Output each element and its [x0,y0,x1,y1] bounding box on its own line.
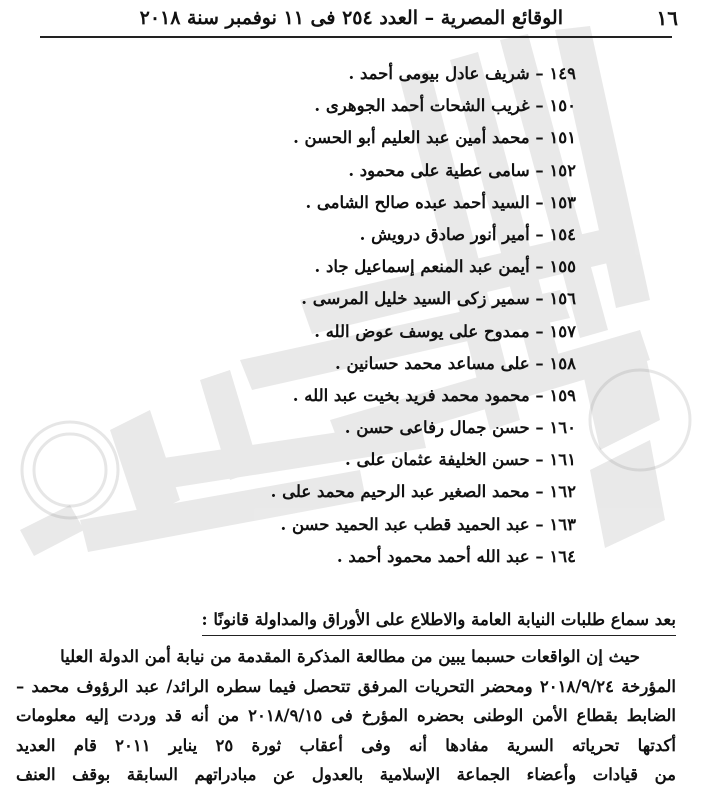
list-item: ١٥٣ – السيد أحمد عبده صالح الشامى . [305,192,576,212]
item-name: عبد الحميد قطب عبد الحميد حسن . [280,514,530,534]
list-item: ١٥٧ – ممدوح على يوسف عوض الله . [314,321,576,341]
item-name: على مساعد محمد حسانين . [335,353,530,373]
item-name: ممدوح على يوسف عوض الله . [314,321,530,341]
gazette-header-title: الوقائع المصرية – العدد ٢٥٤ فى ١١ نوفمبر سنة ٢٠١٨ [139,7,563,29]
list-item: ١٥٩ – محمود محمد فريد بخيت عبد الله . [292,385,576,405]
item-number: ١٥١ [549,128,576,148]
body-line: الضابط بقطاع الأمن الوطنى بحضره المؤرخ فى ٢٠١٨/٩/١٥ من أنه قد وردت إليه معلومات [16,706,676,725]
item-name: سامى عطية على محمود . [348,160,530,180]
item-name: محمد الصغير عبد الرحيم محمد على . [270,482,530,502]
item-name: حسن جمال رفاعى حسن . [344,418,530,438]
list-item: ١٦٤ – عبد الله أحمد محمود أحمد . [336,546,576,566]
item-number: ١٥٠ [549,96,576,116]
body-line: المؤرخة ٢٠١٨/٩/٢٤ ومحضر التحريات المرفق تتحصل فيما سطره الرائد/ عبد الرؤوف محمد – [16,676,676,696]
page-number: ١٦ [656,6,678,30]
item-name: محمد أمين عبد العليم أبو الحسن . [293,128,530,148]
item-name: محمود محمد فريد بخيت عبد الله . [292,385,530,405]
item-name: سمير زكى السيد خليل المرسى . [301,289,530,309]
item-number: ١٦٤ [549,546,576,566]
item-number: ١٦١ [549,450,576,470]
list-item: ١٥٦ – سمير زكى السيد خليل المرسى . [301,289,576,309]
section-heading: بعد سماع طلبات النيابة العامة والاطلاع على الأوراق والمداولة قانونًا : [202,606,676,636]
list-item: ١٥٥ – أيمن عبد المنعم إسماعيل جاد . [314,257,576,277]
body-line: حيث إن الواقعات حسبما يبين من مطالعة المذكرة المقدمة من نيابة أمن الدولة العليا [60,647,640,666]
list-item: ١٥٠ – غريب الشحات أحمد الجوهرى . [314,96,576,116]
item-number: ١٥٥ [549,257,576,277]
item-name: أيمن عبد المنعم إسماعيل جاد . [314,257,530,277]
body-paragraph [16,642,676,790]
header-rule [40,36,672,38]
list-item: ١٦٢ – محمد الصغير عبد الرحيم محمد على . [270,482,576,502]
item-number: ١٦٢ [549,482,576,502]
item-number: ١٥٨ [549,353,576,373]
item-number: ١٦٠ [549,418,576,438]
list-item: ١٥٤ – أمير أنور صادق درويش . [359,224,576,244]
item-name: حسن الخليفة عثمان على . [344,450,530,470]
item-number: ١٥٦ [549,289,576,309]
body-line: أكدتها تحرياته السرية مفادها أنه وفى أعقاب ثورة ٢٥ يناير ٢٠١١ قام العديد [16,735,676,755]
item-number: ١٥٩ [549,385,576,405]
list-item: ١٤٩ – شريف عادل بيومى أحمد . [348,64,576,83]
item-name: شريف عادل بيومى أحمد . [348,64,530,83]
item-name: السيد أحمد عبده صالح الشامى . [305,192,530,212]
body-line: من قيادات وأعضاء الجماعة الإسلامية بالعدول عن مبادراتهم السابقة بوقف العنف [16,765,676,784]
page-header [0,0,708,40]
names-list [136,58,576,573]
item-number: ١٤٩ [549,64,576,83]
item-number: ١٦٣ [549,514,576,534]
list-item: ١٥٨ – على مساعد محمد حسانين . [335,353,576,373]
item-name: غريب الشحات أحمد الجوهرى . [314,96,530,116]
item-number: ١٥٢ [549,160,576,180]
list-item: ١٦٠ – حسن جمال رفاعى حسن . [344,418,576,438]
list-item: ١٦١ – حسن الخليفة عثمان على . [344,450,576,470]
list-item: ١٦٣ – عبد الحميد قطب عبد الحميد حسن . [280,514,576,534]
list-item: ١٥١ – محمد أمين عبد العليم أبو الحسن . [293,128,576,148]
item-name: أمير أنور صادق درويش . [359,224,530,244]
item-number: ١٥٤ [549,224,576,244]
item-name: عبد الله أحمد محمود أحمد . [336,546,530,566]
item-number: ١٥٣ [549,192,576,212]
item-number: ١٥٧ [549,321,576,341]
list-item: ١٥٢ – سامى عطية على محمود . [348,160,576,180]
